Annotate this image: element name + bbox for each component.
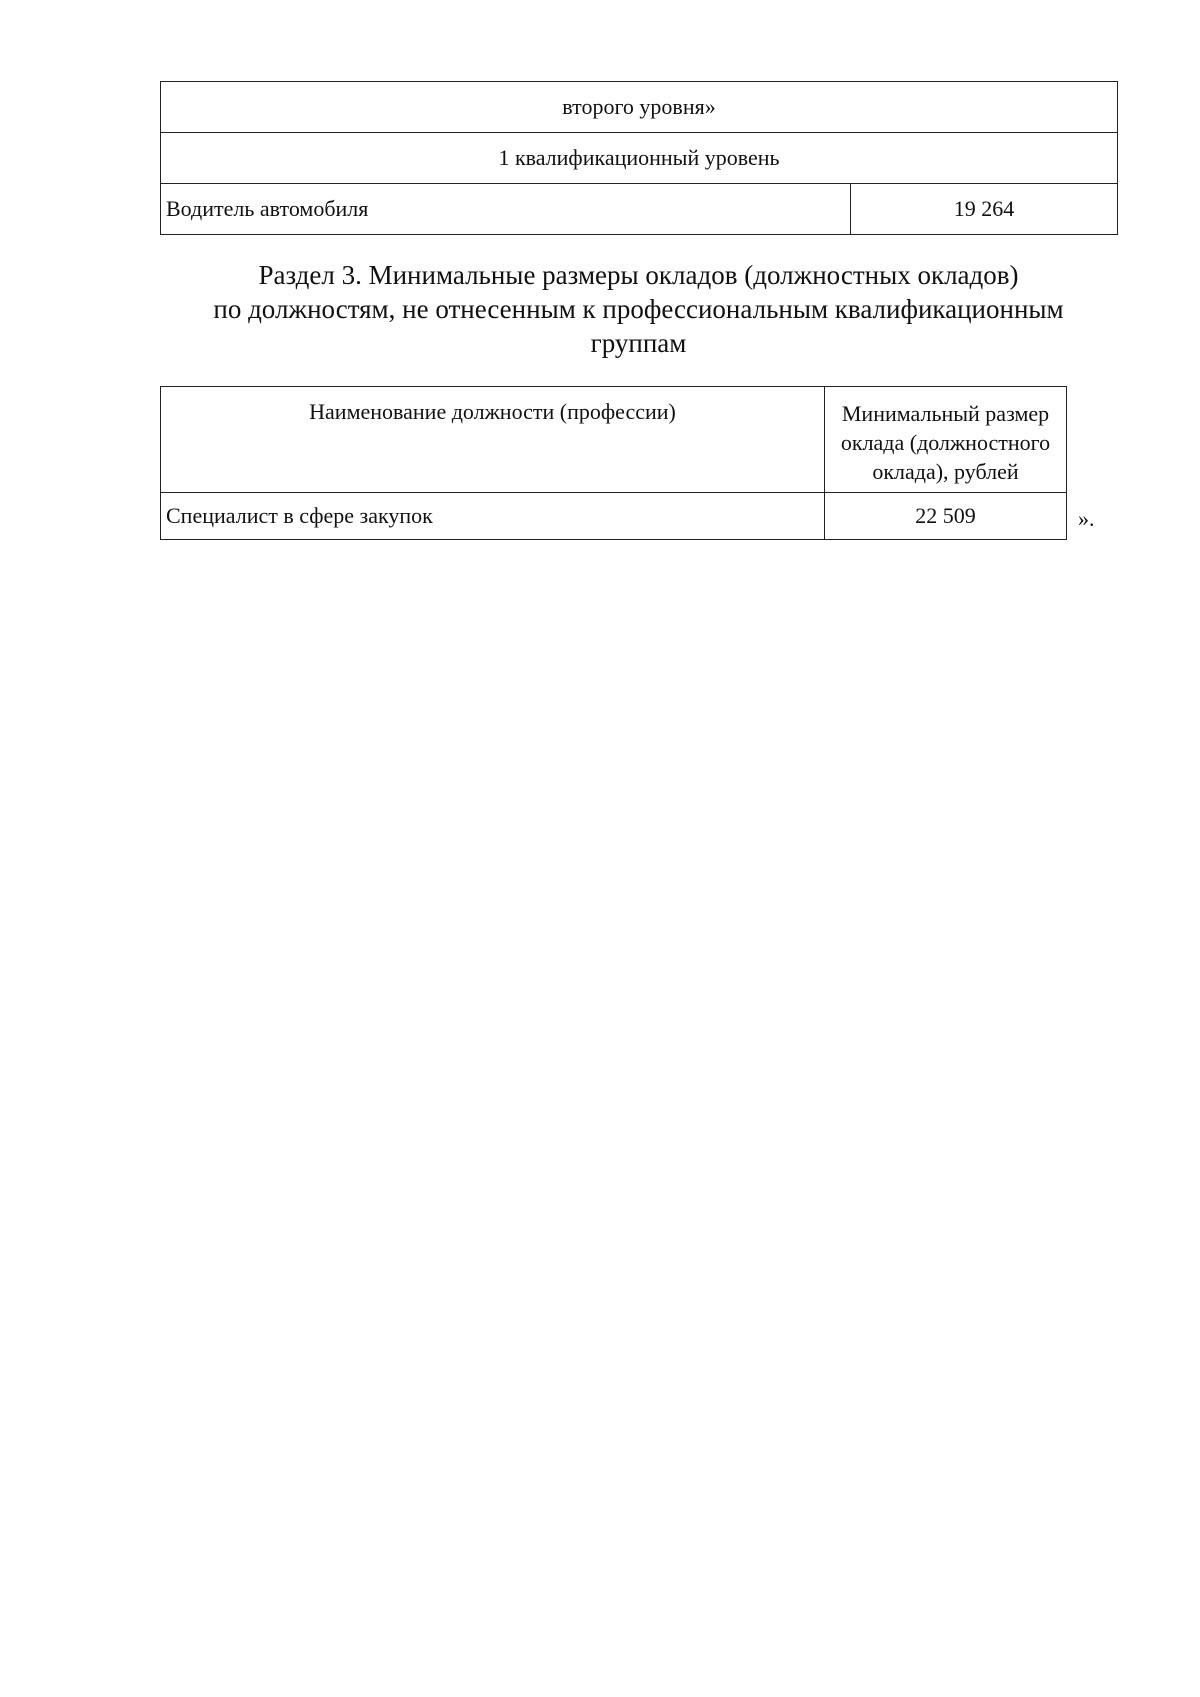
table-row xyxy=(161,82,1118,133)
qualification-level-cell: 1 квалификационный уровень xyxy=(161,133,1118,184)
column-header-salary-line: оклада), рублей xyxy=(872,459,1019,484)
table-row xyxy=(161,493,1067,540)
closing-quote-mark: ». xyxy=(1078,506,1095,531)
section-heading-line: Раздел 3. Минимальные размеры окладов (должностных окладов) xyxy=(258,260,1019,290)
minimum-salary-table xyxy=(160,386,1067,540)
section-heading-line: группам xyxy=(590,328,687,358)
table-header-row xyxy=(161,387,1067,493)
table-row xyxy=(161,133,1118,184)
column-header-salary-line: оклада (должностного xyxy=(840,430,1051,455)
qualification-group-table xyxy=(160,81,1118,235)
position-name-cell: Специалист в сфере закупок xyxy=(161,493,825,540)
group-title-cell: второго уровня» xyxy=(161,82,1118,133)
column-header-salary xyxy=(825,387,1067,493)
table-row xyxy=(161,184,1118,235)
section-heading xyxy=(160,258,1117,360)
salary-value-cell: 19 264 xyxy=(851,184,1118,235)
column-header-salary-line: Минимальный размер xyxy=(841,401,1050,426)
salary-value-cell: 22 509 xyxy=(825,493,1067,540)
column-header-position: Наименование должности (профессии) xyxy=(161,387,825,493)
section-heading-line: по должностям, не отнесенным к профессиональным квалификационным xyxy=(213,294,1064,324)
position-name-cell: Водитель автомобиля xyxy=(161,184,851,235)
